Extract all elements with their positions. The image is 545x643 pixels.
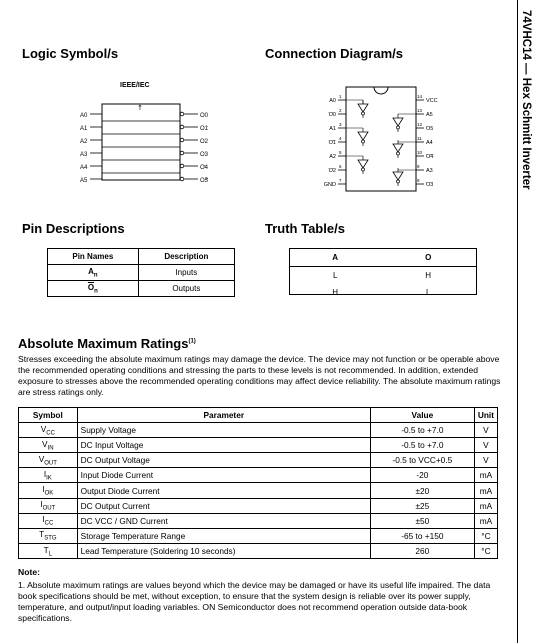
ieee-label: IEEE/IEC	[120, 82, 150, 89]
sidebar-title-text: 74VHC14 — Hex Schmitt Inverter	[520, 10, 532, 190]
note-text: 1. Absolute maximum ratings are values beyond which the device may be damaged or have its useful life impaired. The data book specifications should be met, without exception, to ensure that the system design is reliable over its power supply, temperature, and output/input loading variables. ON Semiconductor does not recommend operation outside data-book specifications.	[18, 580, 491, 623]
pin-table	[47, 248, 235, 297]
pin-name: A4	[426, 140, 433, 146]
symbol-cell: $I_{IK}$	[19, 468, 78, 483]
unit-cell: V	[474, 423, 497, 438]
note-title: Note:	[18, 567, 40, 577]
pin-name: O3	[426, 182, 434, 188]
value-cell: ±25	[370, 498, 474, 513]
pin-name: O1	[328, 140, 336, 146]
table-row	[19, 483, 498, 498]
input-label: A1	[80, 126, 88, 132]
parameter-cell: Supply Voltage	[77, 423, 370, 438]
value-cell: ±20	[370, 483, 474, 498]
table-row	[290, 284, 476, 301]
pin-number: 11	[417, 136, 422, 141]
pin-name: O0	[328, 112, 336, 118]
table-row	[19, 438, 498, 453]
table-row	[19, 528, 498, 543]
pin-desc-cell: Inputs	[138, 265, 234, 281]
connection-diagram-heading: Connection Diagram/s	[265, 46, 403, 61]
symbol-header: Symbol	[19, 408, 78, 423]
input-label: A3	[80, 152, 88, 158]
output-label: O1	[200, 126, 209, 132]
unit-cell: mA	[474, 468, 497, 483]
svg-text:↑: ↑	[137, 104, 143, 112]
truth-table	[290, 249, 476, 301]
output-label: O3	[200, 152, 209, 158]
inverter-gate	[358, 104, 368, 112]
pin-name-cell: $\overline{O}_n$	[48, 281, 139, 297]
input-label: A4	[80, 165, 88, 171]
table-row	[19, 513, 498, 528]
symbol-cell: $V_{CC}$	[19, 423, 78, 438]
pin-number: 4	[339, 136, 342, 141]
truth-cell: H	[425, 271, 432, 280]
logic-symbol-heading: Logic Symbol/s	[22, 46, 119, 61]
parameter-cell: Input Diode Current	[77, 468, 370, 483]
pin-name: VCC	[426, 98, 438, 104]
pin-descriptions-heading: Pin Descriptions	[22, 221, 125, 236]
input-label: A5	[80, 178, 88, 184]
pin-number: 9	[417, 164, 420, 169]
table-row	[19, 453, 498, 468]
truth-cell: H	[332, 288, 339, 297]
pin-col-header: Pin Names	[48, 249, 139, 265]
unit-cell: mA	[474, 513, 497, 528]
inverter-gate	[393, 144, 403, 152]
connection-diagram-drawing	[318, 82, 448, 192]
truth-header-o: O	[380, 249, 476, 267]
unit-cell: V	[474, 438, 497, 453]
value-header: Value	[370, 408, 474, 423]
pin-name: A5	[426, 112, 433, 118]
pin-number: 8	[417, 178, 420, 183]
input-label: A0	[80, 113, 88, 119]
pin-name: O5	[426, 126, 434, 132]
value-cell: -65 to +150	[370, 528, 474, 543]
unit-header: Unit	[474, 408, 497, 423]
output-label: O2	[200, 139, 209, 145]
truth-table-box	[289, 248, 477, 295]
symbol-cell: $T_L$	[19, 543, 78, 558]
unit-cell: mA	[474, 483, 497, 498]
unit-cell: V	[474, 453, 497, 468]
inverter-gate	[358, 132, 368, 140]
parameter-cell: Lead Temperature (Soldering 10 seconds)	[77, 543, 370, 558]
symbol-cell: $I_{CC}$	[19, 513, 78, 528]
table-row	[48, 281, 235, 297]
pin-name: GND	[323, 182, 336, 188]
desc-col-header: Description	[138, 249, 234, 265]
value-cell: -0.5 to VCC+0.5	[370, 453, 474, 468]
unit-cell: °C	[474, 528, 497, 543]
symbol-cell: $T_{STG}$	[19, 528, 78, 543]
value-cell: -0.5 to +7.0	[370, 438, 474, 453]
pin-number: 1	[339, 94, 342, 99]
pin-name: A0	[329, 98, 336, 104]
table-row	[19, 468, 498, 483]
pin-name: O4	[426, 154, 434, 160]
abs-max-heading	[18, 336, 196, 351]
pin-number: 6	[339, 164, 342, 169]
parameter-cell: Output Diode Current	[77, 483, 370, 498]
output-label: O4	[200, 165, 209, 171]
pin-name: O2	[328, 168, 336, 174]
connection-diagram	[318, 82, 448, 192]
truth-cell: L	[425, 288, 431, 297]
input-label: A2	[80, 139, 88, 145]
logic-symbol	[80, 80, 220, 190]
pin-number: 12	[417, 122, 423, 127]
parameter-header: Parameter	[77, 408, 370, 423]
table-row	[48, 265, 235, 281]
pin-number: 14	[417, 94, 423, 99]
abs-max-table	[18, 407, 498, 559]
truth-cell: L	[332, 271, 338, 280]
table-row	[19, 423, 498, 438]
table-row	[19, 498, 498, 513]
parameter-cell: DC Output Voltage	[77, 453, 370, 468]
abs-max-title: Absolute Maximum Ratings	[18, 336, 189, 351]
parameter-cell: DC VCC / GND Current	[77, 513, 370, 528]
output-label: O5	[200, 178, 209, 184]
output-label: O0	[200, 113, 209, 119]
symbol-cell: $V_{OUT}$	[19, 453, 78, 468]
pin-number: 10	[417, 150, 423, 155]
truth-header-a: A	[290, 249, 380, 267]
value-cell: -20	[370, 468, 474, 483]
value-cell: ±50	[370, 513, 474, 528]
pin-desc-cell: Outputs	[138, 281, 234, 297]
sidebar-title	[520, 10, 544, 230]
parameter-cell: Storage Temperature Range	[77, 528, 370, 543]
pin-number: 7	[339, 178, 342, 183]
pin-number: 13	[417, 108, 423, 113]
inverter-gate	[393, 118, 403, 126]
pin-number: 2	[339, 108, 342, 113]
parameter-cell: DC Input Voltage	[77, 438, 370, 453]
unit-cell: °C	[474, 543, 497, 558]
symbol-cell: $I_{OUT}$	[19, 498, 78, 513]
abs-max-sup: (1)	[188, 338, 196, 345]
symbol-cell: $V_{IN}$	[19, 438, 78, 453]
value-cell: 260	[370, 543, 474, 558]
pin-number: 3	[339, 122, 342, 127]
inverter-gate	[393, 172, 403, 180]
symbol-cell: $I_{OK}$	[19, 483, 78, 498]
pin-name-cell: $A_n$	[48, 265, 139, 281]
unit-cell: mA	[474, 498, 497, 513]
table-row	[19, 543, 498, 558]
page-border-line	[517, 0, 518, 643]
inverter-gate	[358, 160, 368, 168]
pin-name: A2	[329, 154, 336, 160]
pin-name: A3	[426, 168, 433, 174]
pin-number: 5	[339, 150, 342, 155]
stress-paragraph: Stresses exceeding the absolute maximum ratings may damage the device. The device may not function or be operable above the recommended operating conditions and stressing the parts to these levels is not recommended. In addition, extended exposure to stresses above the recommended operating conditions may affect device reliability. The absolute maximum ratings are stress ratings only.	[18, 354, 501, 397]
parameter-cell: DC Output Current	[77, 498, 370, 513]
table-row	[290, 267, 476, 285]
value-cell: -0.5 to +7.0	[370, 423, 474, 438]
logic-symbol-drawing	[80, 94, 220, 186]
pin-name: A1	[329, 126, 336, 132]
truth-table-heading: Truth Table/s	[265, 221, 345, 236]
